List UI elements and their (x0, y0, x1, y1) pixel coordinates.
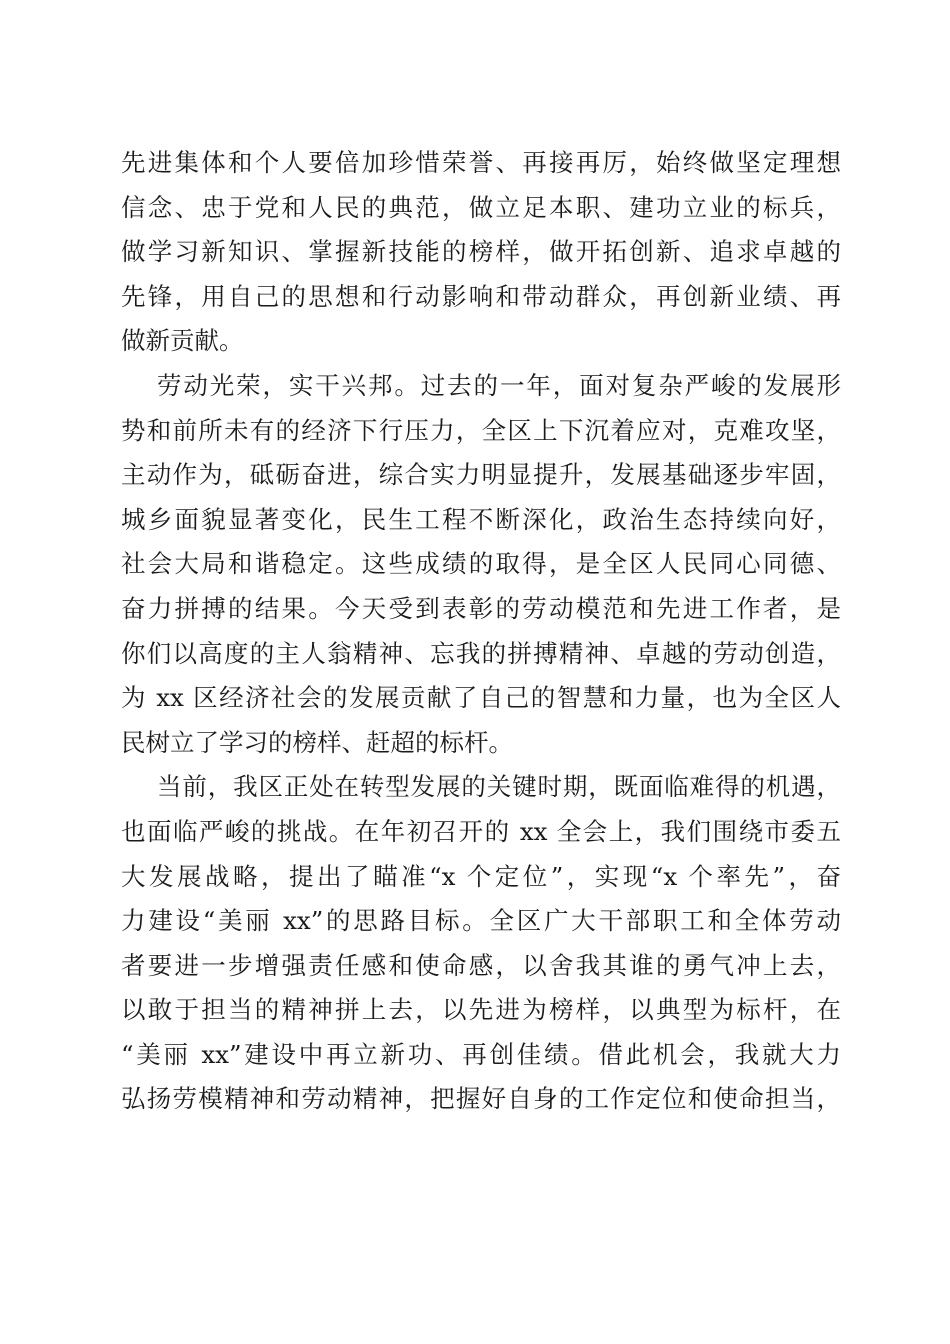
body-text (121, 141, 841, 1122)
paragraph-1-line: 先锋，用自己的思想和行动影响和带动群众，再创新业绩、再 (121, 281, 841, 311)
paragraph-2-line: 社会大局和谐稳定。这些成绩的取得，是全区人民同心同德、 (121, 549, 841, 579)
paragraph-2-line: 民树立了学习的榜样、赶超的标杆。 (121, 727, 513, 757)
paragraph-3-line: 者要进一步增强责任感和使命感，以舍我其谁的勇气冲上去， (121, 950, 841, 980)
paragraph-2-line: 主动作为，砥砺奋进，综合实力明显提升，发展基础逐步牢固， (121, 460, 841, 490)
paragraph-1-line: 做学习新知识、掌握新技能的榜样，做开拓创新、追求卓越的 (121, 237, 841, 267)
paragraph-2-line: 劳动光荣，实干兴邦。过去的一年，面对复杂严峻的发展形 (157, 370, 841, 400)
paragraph-1-line: 信念、忠于党和人民的典范，做立足本职、建功立业的标兵， (121, 192, 841, 222)
paragraph-2-line: 城乡面貌显著变化，民生工程不断深化，政治生态持续向好， (121, 504, 841, 534)
paragraph-3-line: “美丽 xx”建设中再立新功、再创佳绩。借此机会，我就大力 (121, 1039, 841, 1069)
paragraph-1-line: 做新贡献。 (121, 326, 244, 356)
paragraph-3-line: 以敢于担当的精神拼上去，以先进为榜样，以典型为标杆，在 (121, 995, 841, 1025)
paragraph-3-line: 当前，我区正处在转型发展的关键时期，既面临难得的机遇， (157, 772, 841, 802)
paragraph-2-line: 为 xx 区经济社会的发展贡献了自己的智慧和力量，也为全区人 (121, 683, 841, 713)
paragraph-2-line: 你们以高度的主人翁精神、忘我的拼搏精神、卓越的劳动创造， (121, 638, 841, 668)
paragraph-2-line: 势和前所未有的经济下行压力，全区上下沉着应对，克难攻坚， (121, 415, 841, 445)
paragraph-3-line: 大发展战略，提出了瞄准“x 个定位”，实现“x 个率先”，奋 (121, 861, 841, 891)
paragraph-3-line: 也面临严峻的挑战。在年初召开的 xx 全会上，我们围绕市委五 (121, 816, 841, 846)
paragraph-3-line: 弘扬劳模精神和劳动精神，把握好自身的工作定位和使命担当， (121, 1084, 841, 1114)
paragraph-3-line: 力建设“美丽 xx”的思路目标。全区广大干部职工和全体劳动 (121, 906, 841, 936)
paragraph-2-line: 奋力拼搏的结果。今天受到表彰的劳动模范和先进工作者，是 (121, 593, 841, 623)
paragraph-1-line: 先进集体和个人要倍加珍惜荣誉、再接再厉，始终做坚定理想 (121, 148, 841, 177)
